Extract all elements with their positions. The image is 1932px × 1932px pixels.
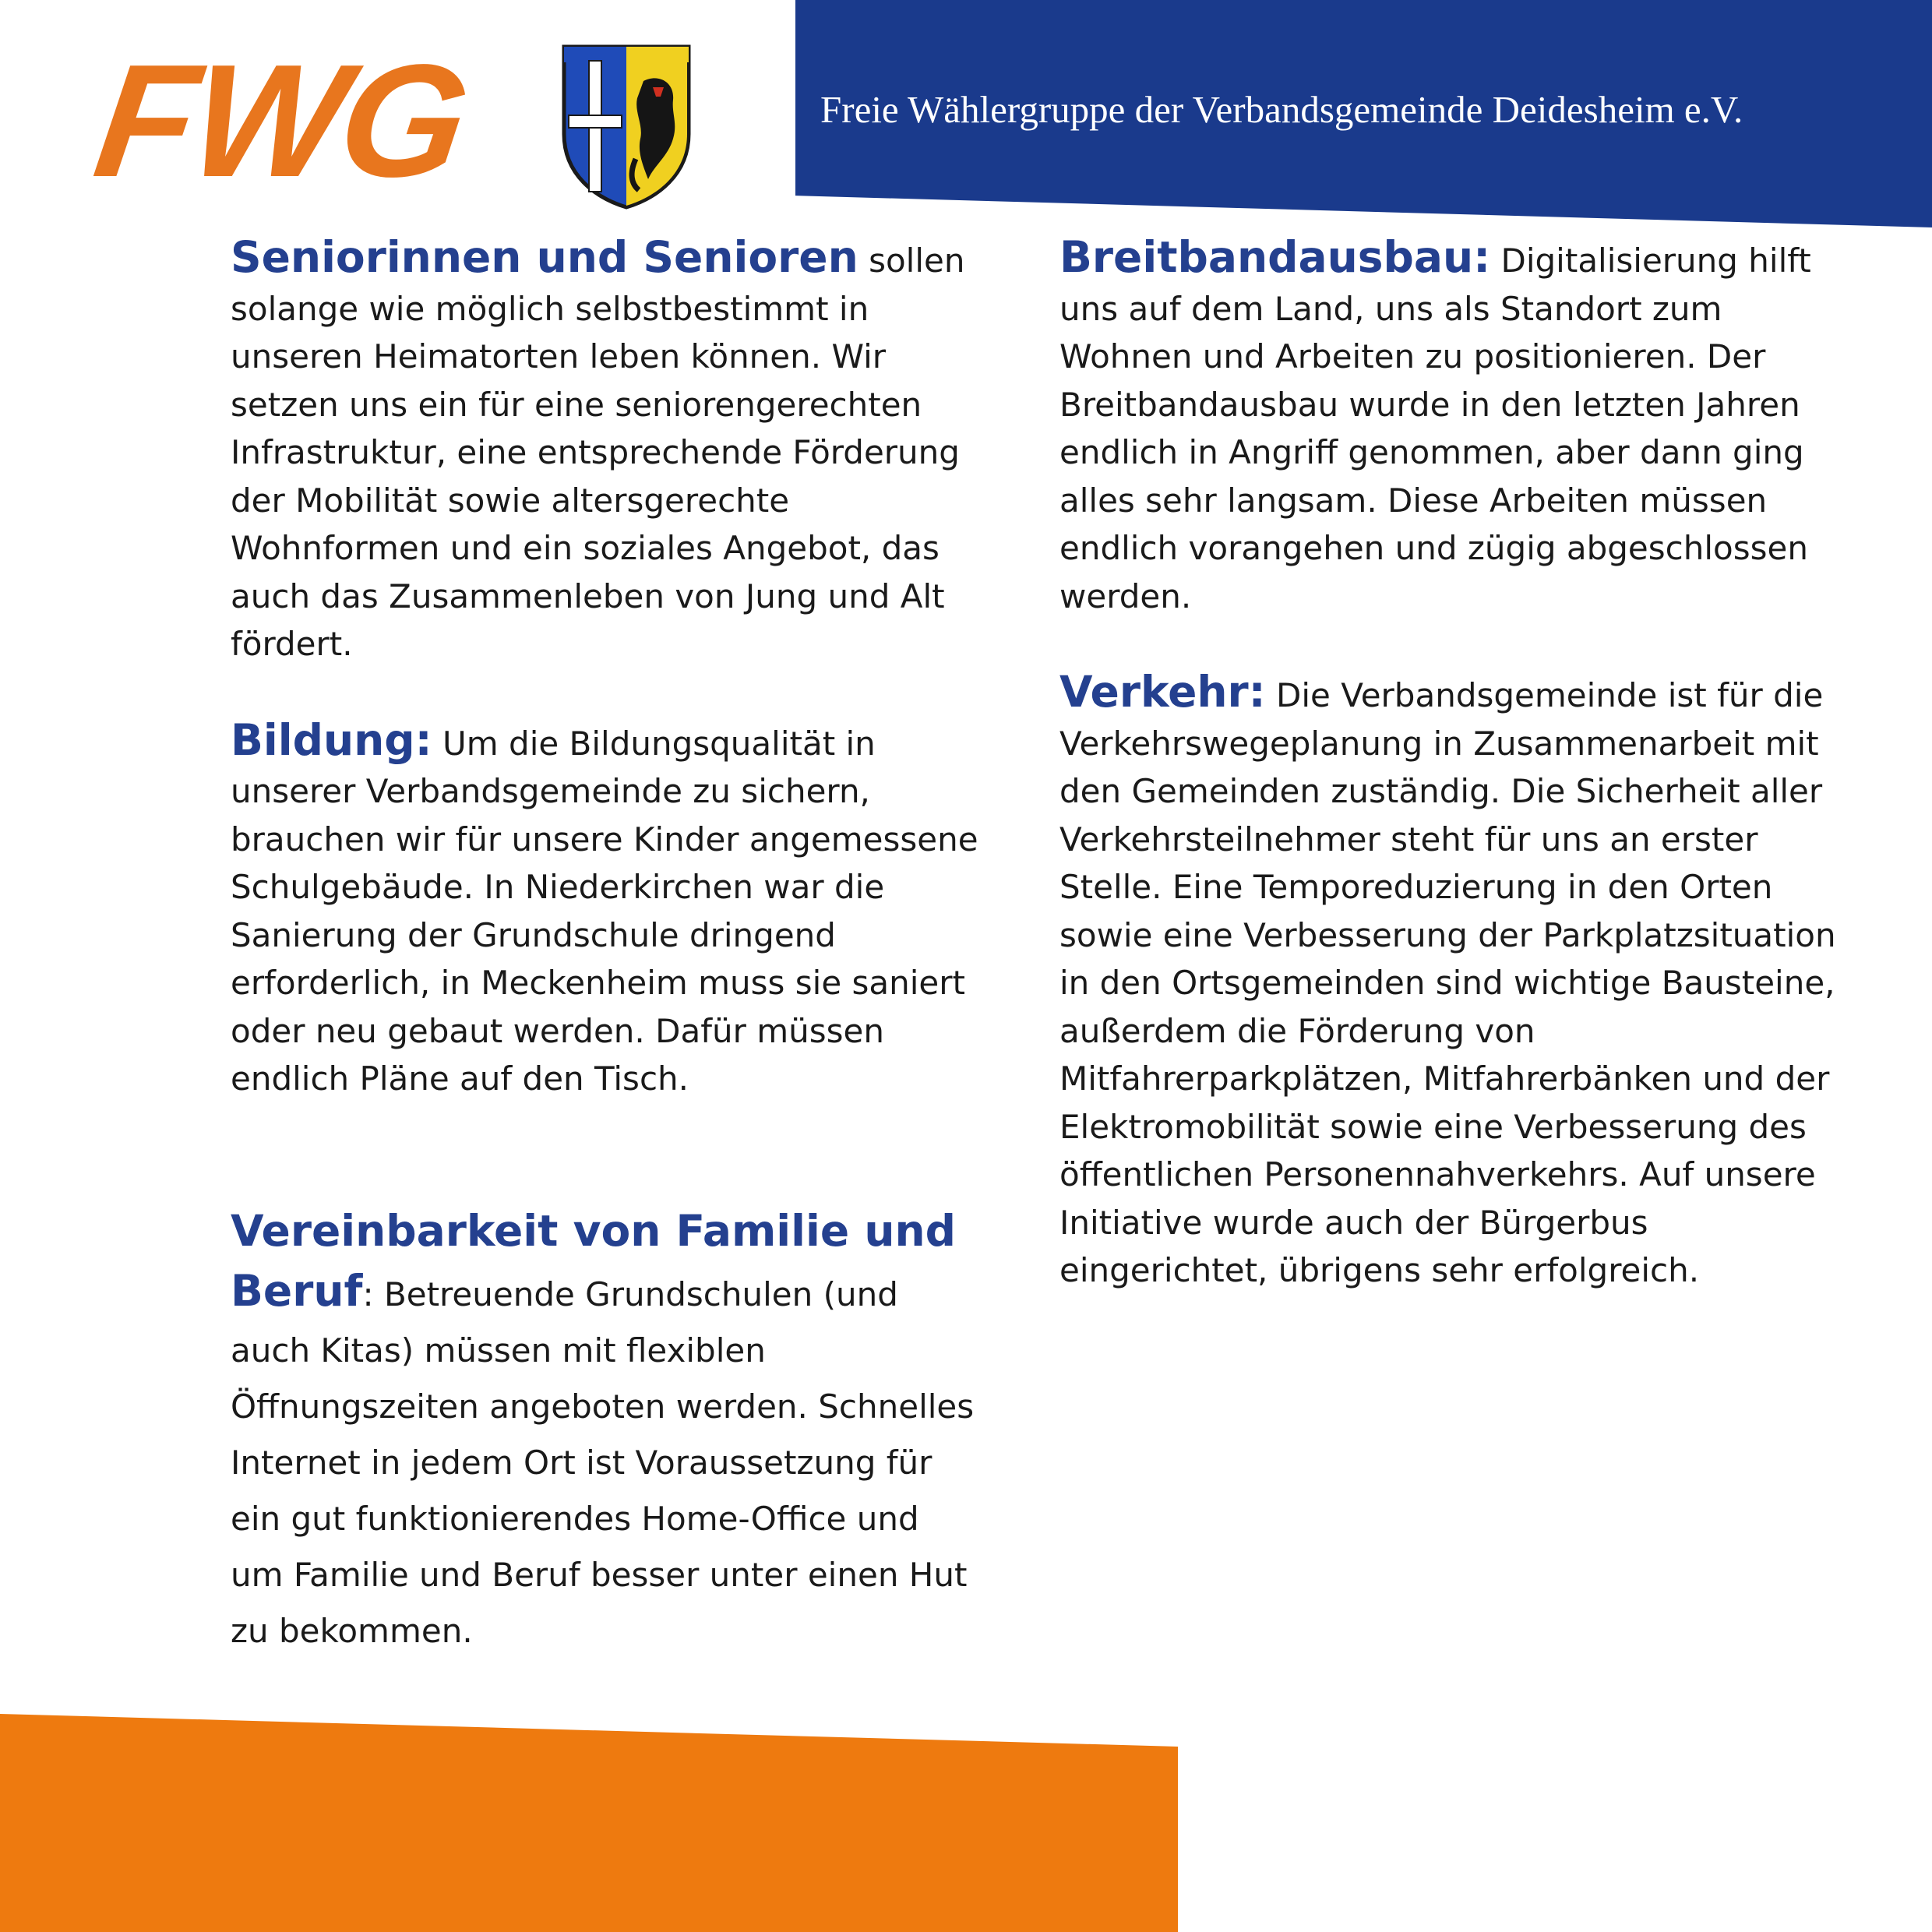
bildung-text: Um die Bildungsqualität in unserer Verbandsgemeinde zu sichern, brauchen wir für unsere Kinder angemessene Schulgebäude. In Niederkirchen war die Sanierung der Grundschule dringend erforderlich, in Meckenheim muss sie saniert oder neu gebaut werden. Dafür müssen endlich Pläne auf den Tisch. <box>231 724 978 1098</box>
section-breitband <box>1059 234 1846 620</box>
verkehr-heading: Verkehr: <box>1059 667 1266 717</box>
left-column <box>231 234 978 1659</box>
section-verkehr <box>1059 668 1846 1295</box>
breitband-text: Digitalisierung hilft uns auf dem Land, uns als Standort zum Wohnen und Arbeiten zu positionieren. Der Breitbandausbau wurde in den letzten Jahren endlich in Angriff genommen, aber dann ging alles sehr langsam. Diese Arbeiten müssen endlich vorangehen und zügig abgeschlossen werden. <box>1059 242 1811 615</box>
logo-text: FWG <box>86 31 476 210</box>
verkehr-text: Die Verbandsgemeinde ist für die Verkehrswegeplanung in Zusammenarbeit mit den Gemeinden zuständig. Die Sicherheit aller Verkehrsteilnehmer steht für uns an erster Stelle. Eine Temporeduzierung in den Orten sowie eine Verbesserung der Parkplatzsituation in den Ortsgemeinden sind wichtige Bausteine, außerdem die Förderung von Mitfahrerparkplätzen, Mitfahrerbänken und der Elektromobilität sowie eine Verbesserung des öffentlichen Personennahverkehrs. Auf unsere Initiative wurde auch der Bürgerbus eingerichtet, übrigens sehr erfolgreich. <box>1059 676 1836 1289</box>
section-bildung <box>231 714 978 1103</box>
familie-text: : Betreuende Grundschulen (und auch Kitas) müssen mit flexiblen Öffnungszeiten angeboten werden. Schnelles Internet in jedem Ort ist Voraussetzung für ein gut funktionierendes Home-Office und um Familie und Beruf besser unter einen Hut zu bekommen. <box>231 1274 975 1650</box>
footer-band <box>0 1714 1178 1932</box>
senioren-heading: Seniorinnen und Senioren <box>231 232 858 282</box>
bildung-heading: Bildung: <box>231 714 432 765</box>
section-familie <box>231 1203 978 1659</box>
coat-of-arms-icon <box>559 42 693 210</box>
fwg-logo <box>86 31 693 210</box>
section-senioren <box>231 234 978 668</box>
senioren-text: sollen solange wie möglich selbstbestimmt in unseren Heimatorten leben können. Wir setzen uns ein für eine seniorengerechten Infrastruktur, eine entsprechende Förderung der Mobilität sowie altersgerechte Wohnformen und ein soziales Angebot, das auch das Zusammenleben von Jung und Alt fördert. <box>231 242 965 663</box>
organization-name: Freie Wählergruppe der Verbandsgemeinde Deidesheim e.V. <box>820 88 1743 131</box>
familie-heading: Vereinbarkeit von Familie und Beruf <box>231 1205 956 1316</box>
right-column <box>1059 234 1846 1295</box>
breitband-heading: Breitbandausbau: <box>1059 232 1491 282</box>
